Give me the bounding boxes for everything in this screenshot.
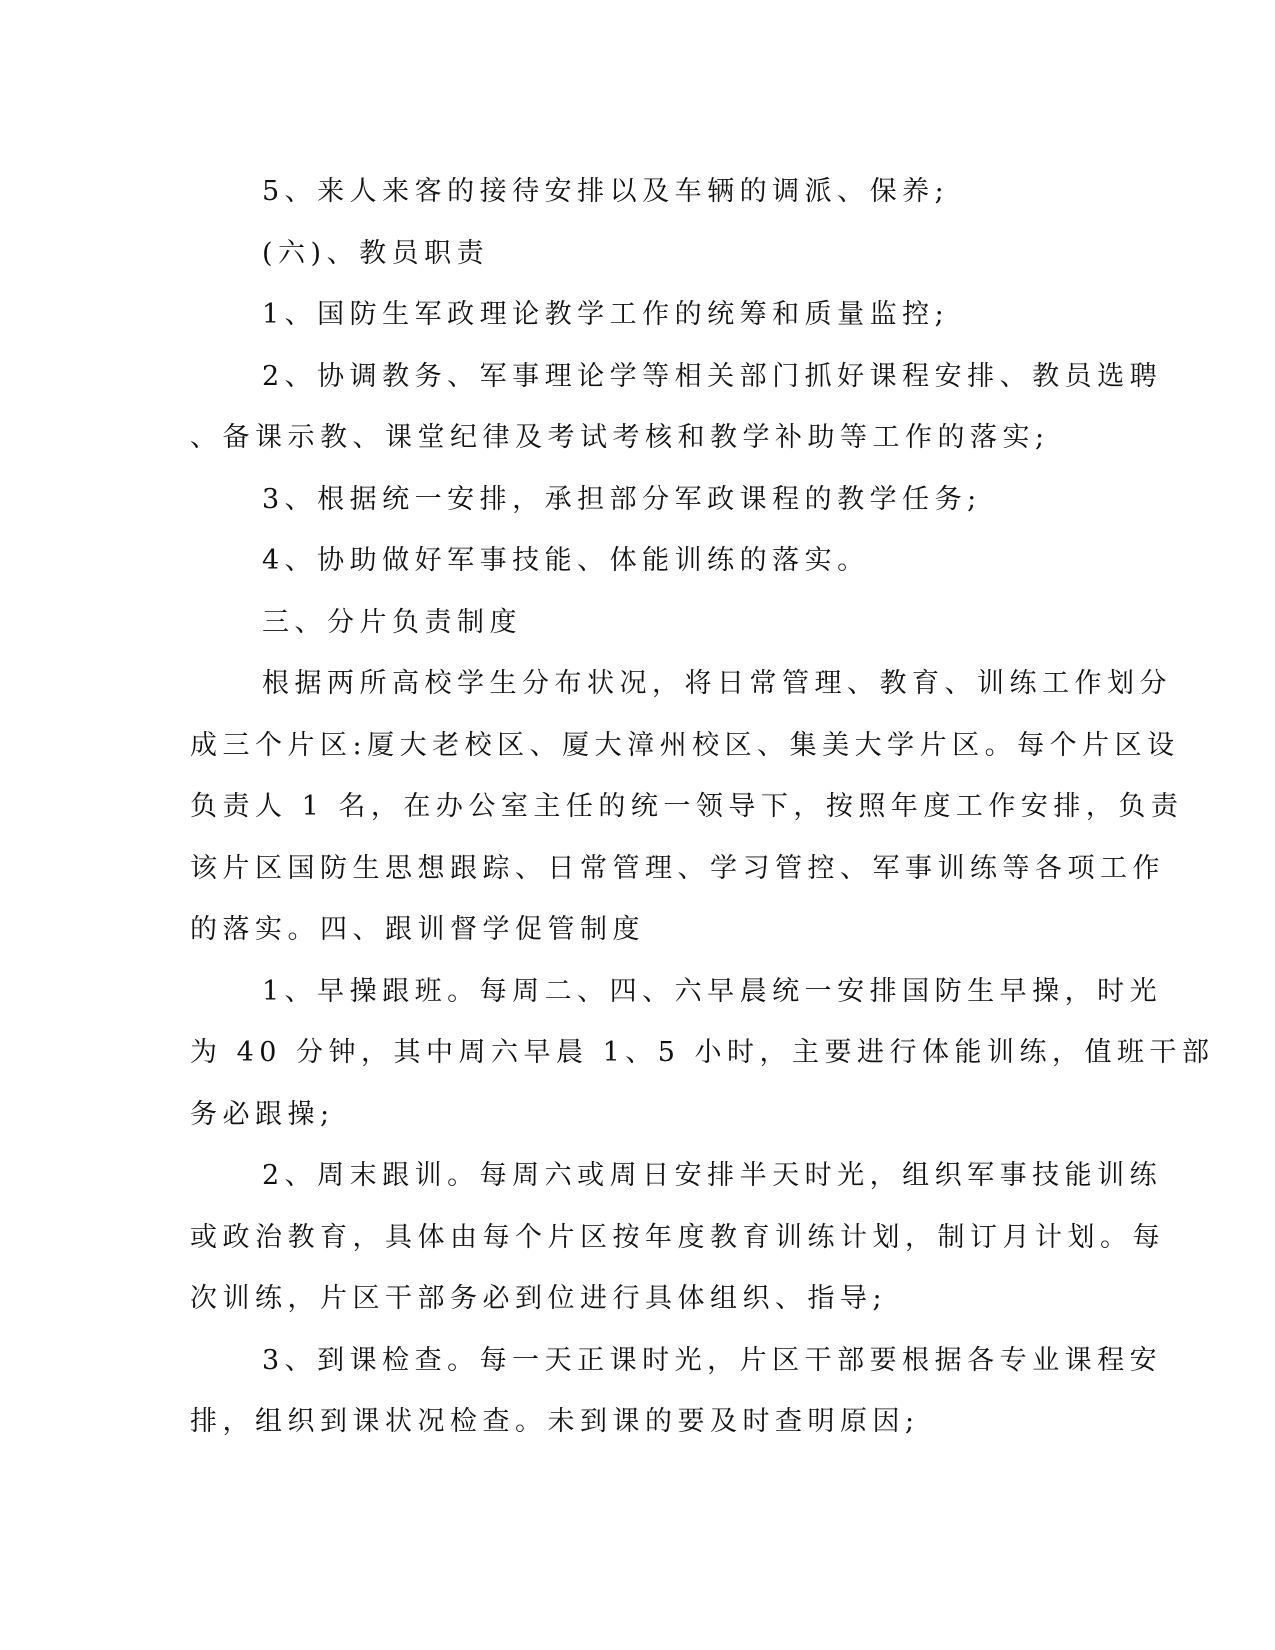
paragraph-line-continuation: 的落实。四、跟训督学促管制度: [190, 914, 645, 945]
paragraph-line-continuation: 务必跟操;: [190, 1098, 335, 1130]
paragraph-line-continuation: 、备课示教、课堂纪律及考试考核和教学补助等工作的落实;: [190, 422, 1050, 453]
paragraph-line-first: (六)、教员职责: [262, 237, 490, 269]
paragraph-line-continuation: 成三个片区:厦大老校区、厦大漳州校区、集美大学片区。每个片区设: [190, 729, 1180, 761]
document-body: [190, 161, 1215, 1453]
paragraph-line-continuation: 次训练，片区干部务必到位进行具体组织、指导;: [190, 1283, 888, 1314]
paragraph-line-continuation: 排，组织到课状况检查。未到课的要及时查明原因;: [190, 1406, 920, 1437]
paragraph-line-first: 3、到课检查。每一天正课时光，片区干部要根据各专业课程安: [262, 1344, 1163, 1376]
paragraph-line-continuation: 该片区国防生思想跟踪、日常管理、学习管控、军事训练等各项工作: [190, 852, 1165, 884]
paragraph-line-first: 4、协助做好军事技能、体能训练的落实。: [262, 545, 870, 576]
paragraph-line-first: 3、根据统一安排，承担部分军政课程的教学任务;: [262, 483, 982, 515]
paragraph-line-first: 三、分片负责制度: [262, 606, 522, 638]
paragraph-line-first: 2、协调教务、军事理论学等相关部门抓好课程安排、教员选聘: [262, 360, 1163, 392]
paragraph-line-continuation: 为 40 分钟，其中周六早晨 1、5 小时，主要进行体能训练，值班干部: [190, 1037, 1215, 1068]
paragraph-line-first: 1、国防生军政理论教学工作的统筹和质量监控;: [262, 299, 950, 330]
paragraph-line-continuation: 负责人 1 名，在办公室主任的统一领导下，按照年度工作安排，负责: [190, 791, 1184, 822]
paragraph-line-first: 根据两所高校学生分布状况，将日常管理、教育、训练工作划分: [262, 668, 1172, 699]
paragraph-line-first: 5、来人来客的接待安排以及车辆的调派、保养;: [262, 176, 950, 207]
paragraph-line-continuation: 或政治教育，具体由每个片区按年度教育训练计划，制订月计划。每: [190, 1221, 1165, 1253]
paragraph-line-first: 2、周末跟训。每周六或周日安排半天时光，组织军事技能训练: [262, 1160, 1163, 1191]
paragraph-line-first: 1、早操跟班。每周二、四、六早晨统一安排国防生早操，时光: [262, 975, 1163, 1007]
